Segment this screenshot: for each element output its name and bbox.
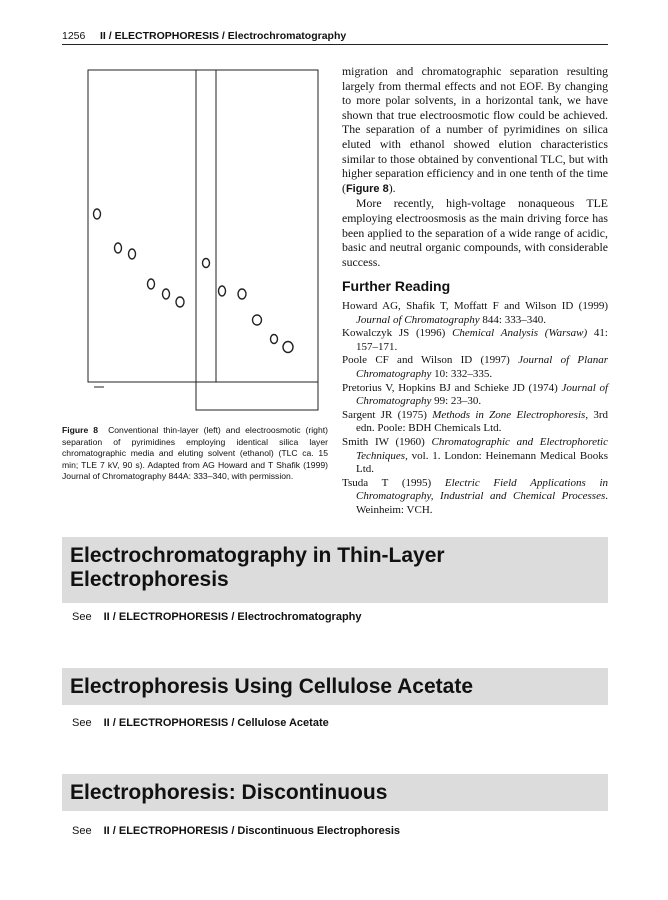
reference-item — [342, 300, 608, 327]
reference-authors: Poole CF and Wilson ID (1997) — [342, 354, 519, 367]
see-link[interactable]: II / ELECTROPHORESIS / Discontinuous Electrophoresis — [103, 825, 401, 837]
see-reference — [72, 717, 329, 729]
reference-authors: Smith IW (1960) — [342, 435, 432, 448]
spot — [115, 243, 122, 253]
entry-title: Electrophoresis: Discontinuous — [70, 781, 388, 804]
reference-authors: Sargent JR (1975) — [342, 408, 433, 421]
reference-detail: 844: 333–340. — [479, 313, 546, 326]
reference-source: Journal of Chromatography — [356, 381, 609, 408]
see-label: See — [72, 611, 92, 623]
spot — [203, 259, 210, 268]
see-reference — [72, 611, 362, 623]
reference-source: Chromatographic and Electrophoretic Techniques — [356, 435, 608, 462]
spot — [219, 286, 226, 296]
spot — [129, 249, 136, 259]
spot — [163, 289, 170, 299]
reference-item — [342, 409, 608, 436]
spot — [283, 342, 293, 353]
paragraph — [342, 64, 608, 196]
caption-label: Figure 8 — [62, 425, 99, 435]
figure-caption — [62, 425, 328, 483]
spot — [238, 289, 246, 299]
running-head — [62, 28, 608, 45]
paragraph-text: migration and chromatographic separation resulting largely from thermal effects and not EOF. By changing to more polar solvents, in a horizontal tank, we have shown that true electroosmotic flow could be achieved. The separation of a number of pyrimidines on silica eluted with ethanol showed elution characteristics similar to those obtained by conventional TLC, but with higher separation efficiency and in one tenth of the time ( — [342, 64, 608, 195]
spot — [148, 279, 155, 289]
page-number: 1256 — [62, 30, 86, 42]
reference-detail: 10: 332–335. — [431, 367, 493, 380]
spot — [253, 315, 262, 325]
reference-item — [342, 436, 608, 477]
see-label: See — [72, 717, 92, 729]
plate-diagram — [62, 62, 332, 417]
reference-source: Electric Field Applications in Chromatography, Industrial and Chemical Processes — [356, 476, 609, 503]
entry-title: Electrophoresis Using Cellulose Acetate — [70, 675, 474, 698]
body-text — [342, 64, 608, 269]
reference-source: Chemical Analysis (Warsaw) — [452, 327, 588, 340]
reference-source: Methods in Zone Electrophoresis — [432, 408, 586, 421]
see-label: See — [72, 825, 92, 837]
reference-detail: 99: 23–30. — [431, 395, 482, 408]
further-reading-heading: Further Reading — [342, 278, 451, 294]
reference-item — [342, 327, 608, 354]
spots-left — [94, 209, 185, 307]
reference-authors: Howard AG, Shafik T, Moffatt F and Wilson ID (1999) — [342, 300, 608, 312]
reference-authors: Tsuda T (1995) — [342, 476, 445, 489]
reference-item — [342, 477, 608, 518]
running-head-path: II / ELECTROPHORESIS / Electrochromatography — [100, 30, 347, 42]
see-link[interactable]: II / ELECTROPHORESIS / Cellulose Acetate — [103, 717, 329, 729]
paragraph-text: ). — [388, 180, 396, 195]
tle-plate-right — [196, 70, 318, 410]
spot — [176, 297, 184, 307]
spot — [94, 209, 101, 219]
reference-source: Journal of Planar Chromatography — [356, 354, 608, 380]
entry-title-band — [62, 774, 608, 811]
reference-item — [342, 354, 608, 381]
entry-title: Electrochromatography in Thin-Layer Electrophoresis — [70, 544, 445, 591]
reference-detail: , 3rd edn. Poole: BDH Chemicals Ltd. — [356, 408, 609, 435]
reference-list — [342, 300, 608, 518]
paragraph: More recently, high-voltage nonaqueous TLE employing electroosmosis as the main driving force has been applied to the separation of a wide range of acidic, basic and neutral organic compounds, with considerable success. — [342, 196, 608, 269]
see-link[interactable]: II / ELECTROPHORESIS / Electrochromatography — [103, 611, 362, 623]
reference-authors: Pretorius V, Hopkins BJ and Schieke JD (1974) — [342, 381, 562, 394]
reference-item — [342, 382, 608, 409]
figure-8 — [62, 62, 332, 417]
reference-authors: Kowalczyk JS (1996) — [342, 327, 453, 340]
figure-reference[interactable]: Figure 8 — [345, 182, 389, 195]
reference-detail: 41: 157–171. — [356, 327, 608, 353]
tlc-plate-left — [88, 70, 216, 382]
reference-detail: , vol. 1. London: Heinemann Medical Books Ltd. — [356, 449, 608, 476]
see-reference — [72, 825, 400, 837]
entry-title-band — [62, 537, 608, 603]
spot — [271, 335, 278, 344]
entry-title-band — [62, 668, 608, 705]
reference-source: Journal of Chromatography — [356, 313, 480, 326]
caption-text: Conventional thin-layer (left) and electroosmotic (right) separation of pyrimidines employing identical silica layer chromatographic media and eluting solvent (ethanol) (TLC ca. 15 min; TLE 7 kV, 90 s). Adapted from AG Howard and T Shafik (1999) Journal of Chromatography 844A: 333–340, with permission. — [62, 425, 328, 481]
reference-detail: . Weinheim: VCH. — [356, 490, 608, 516]
